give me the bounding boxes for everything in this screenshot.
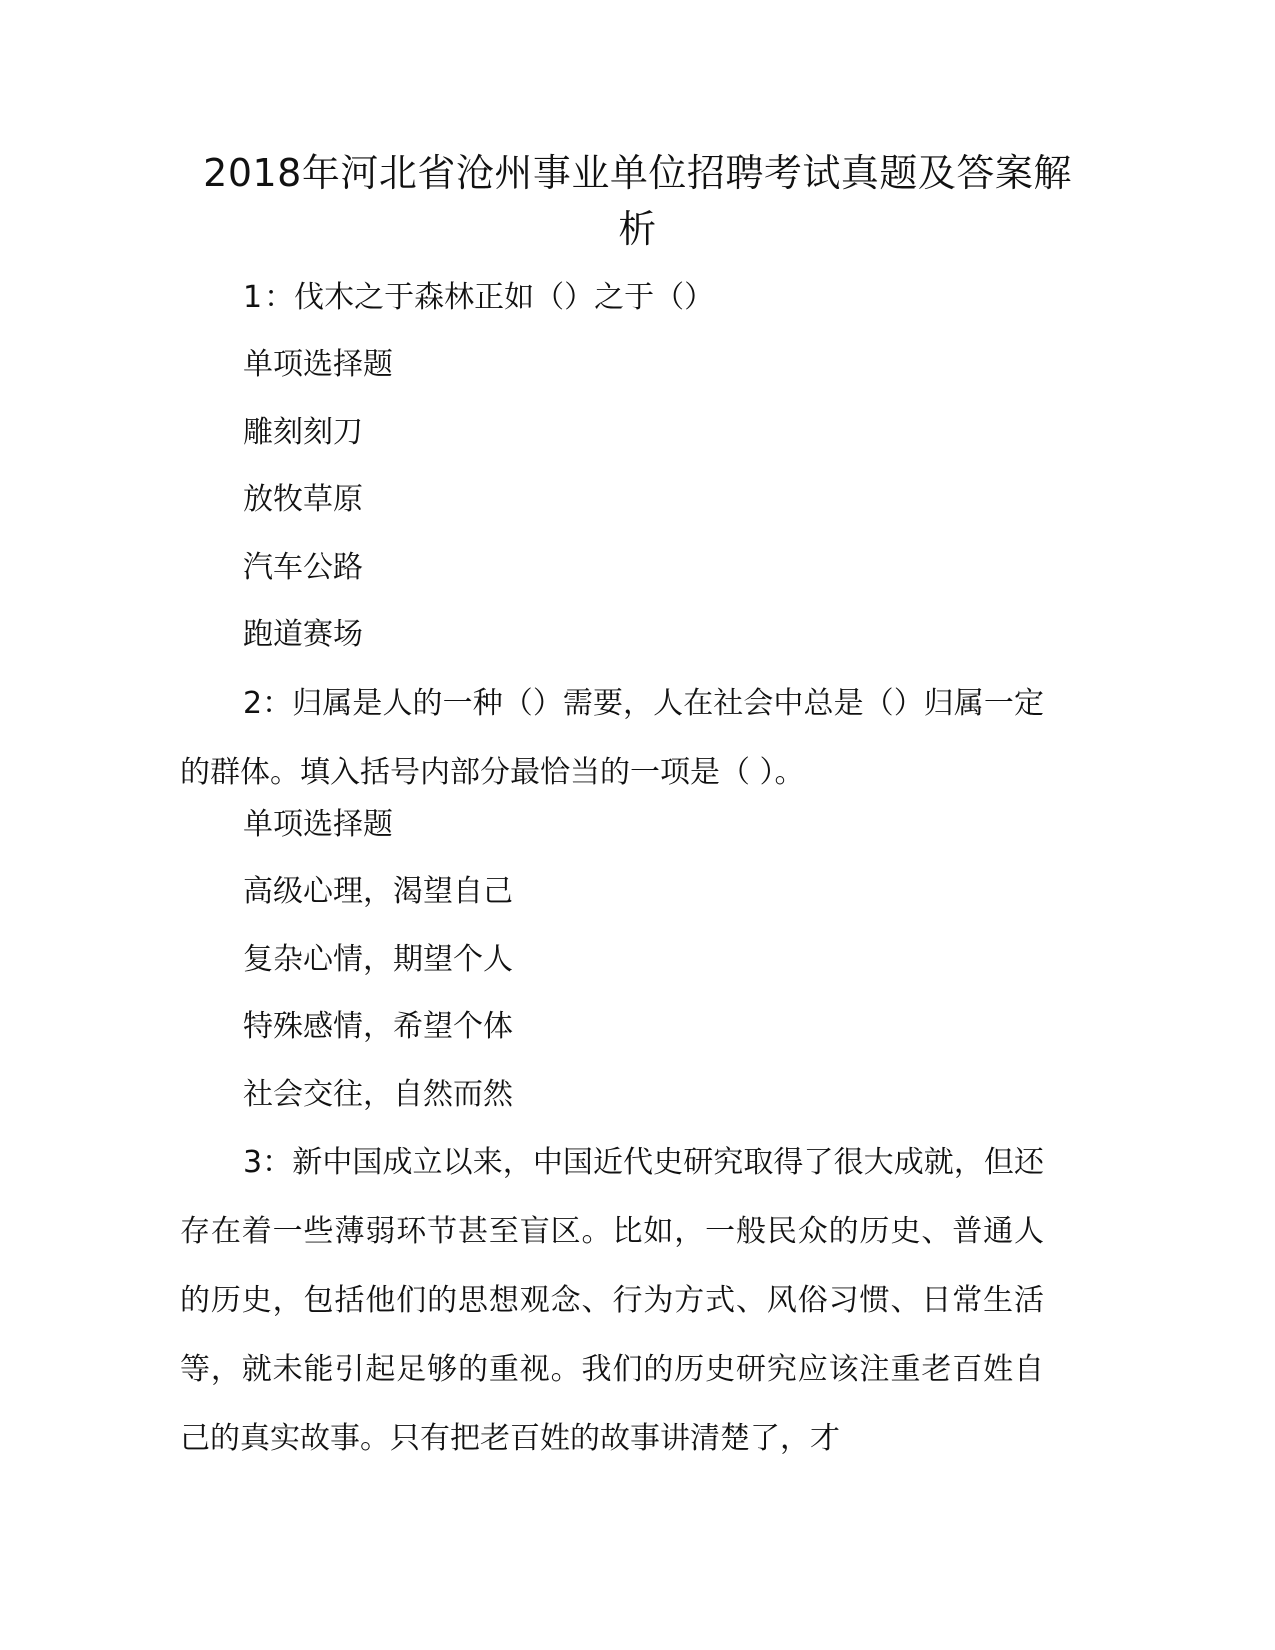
question-number: 3 bbox=[243, 1145, 263, 1180]
question-1-type: 单项选择题 bbox=[243, 347, 393, 382]
question-1-option: 放牧草原 bbox=[243, 482, 363, 517]
question-separator: ： bbox=[264, 280, 295, 315]
page-title: 2018年河北省沧州事业单位招聘考试真题及答案解析 bbox=[203, 151, 1072, 251]
question-1-stem bbox=[243, 278, 714, 318]
question-text: 归属是人的一种（）需要，人在社会中总是（）归属一定的群体。填入括号内部分最恰当的一项是（ ）。 bbox=[180, 686, 1045, 790]
question-text: 新中国成立以来，中国近代史研究取得了很大成就，但还存在着一些薄弱环节甚至盲区。比如，一般民众的历史、普通人的历史，包括他们的思想观念、行为方式、风俗习惯、日常生活等，就未能引起足够的重视。我们的历史研究应该注重老百姓自己的真实故事。只有把老百姓的故事讲清楚了，才 bbox=[180, 1145, 1045, 1456]
question-number: 2 bbox=[243, 686, 263, 721]
question-2-option: 社会交往，自然而然 bbox=[243, 1077, 513, 1112]
question-1-option: 汽车公路 bbox=[243, 550, 363, 585]
question-separator: ： bbox=[262, 1145, 293, 1180]
question-2-option: 特殊感情，希望个体 bbox=[243, 1009, 513, 1044]
question-text: 伐木之于森林正如（）之于（） bbox=[294, 280, 715, 315]
question-2-stem bbox=[180, 669, 1044, 807]
question-2-type: 单项选择题 bbox=[243, 807, 393, 842]
question-1-option: 跑道赛场 bbox=[243, 617, 363, 652]
question-2-option: 复杂心情，期望个人 bbox=[243, 942, 513, 977]
question-3-stem bbox=[180, 1128, 1044, 1473]
question-number: 1 bbox=[243, 280, 263, 315]
question-1-option: 雕刻刻刀 bbox=[243, 415, 363, 450]
question-separator: ： bbox=[262, 686, 293, 721]
question-2-option: 高级心理，渴望自己 bbox=[243, 874, 513, 909]
